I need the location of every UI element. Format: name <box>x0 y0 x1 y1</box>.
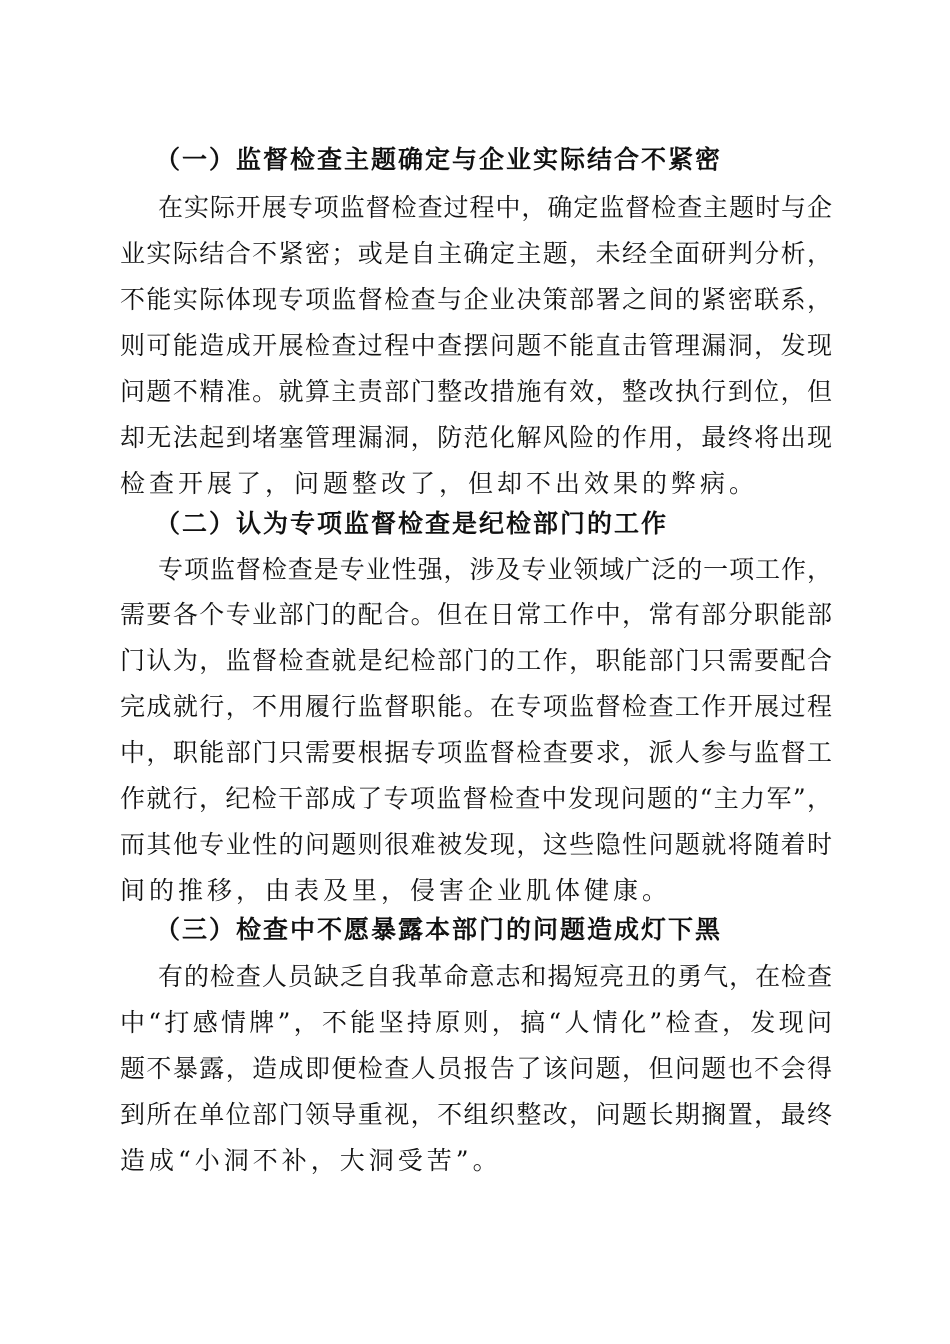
section-1-line-1: 在实际开展专项监督检查过程中，确定监督检查主题时与企 <box>158 193 832 222</box>
section-1-line-6: 却无法起到堵塞管理漏洞，防范化解风险的作用，最终将出现 <box>120 423 832 452</box>
section-2-line-3: 门认为，监督检查就是纪检部门的工作，职能部门只需要配合 <box>120 646 832 675</box>
section-2-line-6: 作就行，纪检干部成了专项监督检查中发现问题的“主力军”， <box>120 784 832 813</box>
section-2-line-5: 中，职能部门只需要根据专项监督检查要求，派人参与监督工 <box>120 738 832 767</box>
section-2-line-4: 完成就行，不用履行监督职能。在专项监督检查工作开展过程 <box>120 692 832 721</box>
section-1-line-5: 问题不精准。就算主责部门整改措施有效，整改执行到位，但 <box>120 377 832 406</box>
section-1-line-7: 检查开展了，问题整改了，但却不出效果的弊病。 <box>120 469 759 498</box>
section-3-line-1: 有的检查人员缺乏自我革命意志和揭短亮丑的勇气，在检查 <box>158 962 832 991</box>
section-1-line-4: 则可能造成开展检查过程中查摆问题不能直击管理漏洞，发现 <box>120 331 832 360</box>
section-2-line-8: 间的推移，由表及里，侵害企业肌体健康。 <box>120 876 672 905</box>
section-1-heading: （一）监督检查主题确定与企业实际结合不紧密 <box>155 145 723 174</box>
section-1-line-2: 业实际结合不紧密；或是自主确定主题，未经全面研判分析， <box>120 239 832 268</box>
section-2-line-7: 而其他专业性的问题则很难被发现，这些隐性问题就将随着时 <box>120 830 832 859</box>
section-3-line-3: 题不暴露，造成即便检查人员报告了该问题，但问题也不会得 <box>120 1054 832 1083</box>
section-3-line-4: 到所在单位部门领导重视，不组织整改，问题长期搁置，最终 <box>120 1100 832 1129</box>
section-3-line-2: 中“打感情牌”，不能坚持原则，搞“人情化”检查，发现问 <box>120 1008 832 1037</box>
section-1-line-3: 不能实际体现专项监督检查与企业决策部署之间的紧密联系， <box>120 285 832 314</box>
section-3-line-5: 造成“小洞不补，大洞受苦”。 <box>120 1146 502 1175</box>
section-3-heading: （三）检查中不愿暴露本部门的问题造成灯下黑 <box>155 915 723 944</box>
section-2-line-2: 需要各个专业部门的配合。但在日常工作中，常有部分职能部 <box>120 600 832 629</box>
section-2-heading: （二）认为专项监督检查是纪检部门的工作 <box>155 509 669 538</box>
section-2-line-1: 专项监督检查是专业性强，涉及专业领域广泛的一项工作， <box>158 555 832 584</box>
